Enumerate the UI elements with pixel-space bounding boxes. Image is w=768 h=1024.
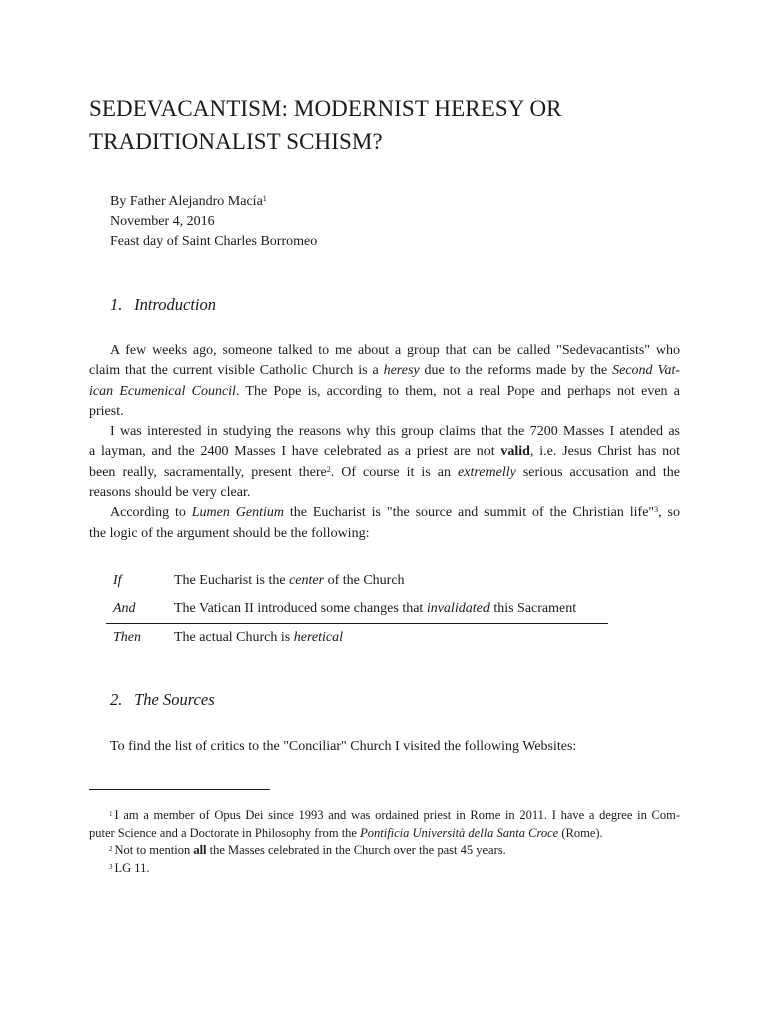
document-title: [89, 92, 689, 158]
byline: [110, 192, 317, 252]
title-line-2: TRADITIONALIST SCHISM?: [89, 129, 383, 154]
intro-p1-line3: ican Ecumenical Council. The Pope is, according to them, not a real Pope and perhaps not even a: [89, 383, 680, 399]
sources-body: [89, 737, 680, 757]
footnote-1-line1: $^1$ I am a member of Opus Dei since 1993 and was ordained priest in Rome in 2011. I have a degree in Com-: [109, 808, 680, 822]
footnotes: [89, 807, 680, 877]
logic-table: [106, 567, 608, 652]
footnote-1-line2: puter Science and a Doctorate in Philosophy from the Pontificia Università della Santa Croce (Rome).: [89, 825, 603, 840]
logic-row-and: [106, 595, 608, 623]
section-title: Introduction: [134, 295, 217, 314]
intro-p1-line2: claim that the current visible Catholic Church is a heresy due to the reforms made by the Second Vat-: [89, 363, 681, 379]
footnote-divider: [89, 789, 270, 790]
footnote-ref-3[interactable]: 3: [654, 505, 659, 515]
footnote-ref-1[interactable]: 1: [262, 194, 267, 203]
sources-paragraph: To find the list of critics to the "Conciliar" Church I visited the following Websites:: [110, 739, 577, 754]
logic-statement: The Eucharist is the center of the Church: [174, 573, 405, 588]
footnote-ref-2[interactable]: 2: [326, 464, 331, 474]
intro-p1-line4: priest.: [89, 403, 124, 419]
intro-p2-line1: I was interested in studying the reasons why this group claims that the 7200 Masses I atended as: [110, 424, 680, 440]
logic-label: Then: [113, 630, 141, 645]
logic-row-then: [106, 624, 608, 652]
logic-statement: The Vatican II introduced some changes that invalidated this Sacrament: [174, 601, 577, 616]
footnote-3: $^3$ LG 11.: [109, 860, 150, 875]
author-line: [110, 192, 317, 212]
feast-day: Feast day of Saint Charles Borromeo: [110, 234, 318, 249]
intro-p2-line2: a layman, and the 2400 Masses I have celebrated as a priest are not valid, i.e. Jesus Christ has not: [89, 444, 680, 460]
logic-statement: The actual Church is heretical: [174, 630, 343, 645]
date: November 4, 2016: [110, 214, 215, 229]
intro-p3-line2: the logic of the argument should be the following:: [89, 525, 370, 541]
logic-row-if: [106, 567, 608, 595]
footnote-2: $^2$ Not to mention all the Masses celebrated in the Church over the past 45 years.: [109, 843, 506, 857]
intro-p2-line3: been really, sacramentally, present there$^2$. Of course it is an extremelly serious accusation and the: [89, 464, 680, 480]
section-heading-introduction: [110, 294, 216, 316]
logic-label: And: [113, 601, 136, 616]
intro-p1-line1: A few weeks ago, someone talked to me about a group that can be called "Sedevacantists" who: [110, 343, 680, 358]
section-title: The Sources: [134, 690, 215, 709]
section-number: 1.: [110, 295, 123, 314]
intro-p3-line1: According to Lumen Gentium the Eucharist is "the source and summit of the Christian life"$^3$, so: [110, 505, 680, 521]
section-heading-sources: [110, 689, 215, 711]
intro-body: [89, 341, 680, 544]
title-line-1: SEDEVACANTISM: MODERNIST HERESY OR: [89, 96, 562, 121]
author: By Father Alejandro Macía: [110, 194, 263, 209]
section-number: 2.: [110, 690, 123, 709]
intro-p2-line4: reasons should be very clear.: [89, 485, 251, 501]
logic-label: If: [113, 573, 122, 588]
